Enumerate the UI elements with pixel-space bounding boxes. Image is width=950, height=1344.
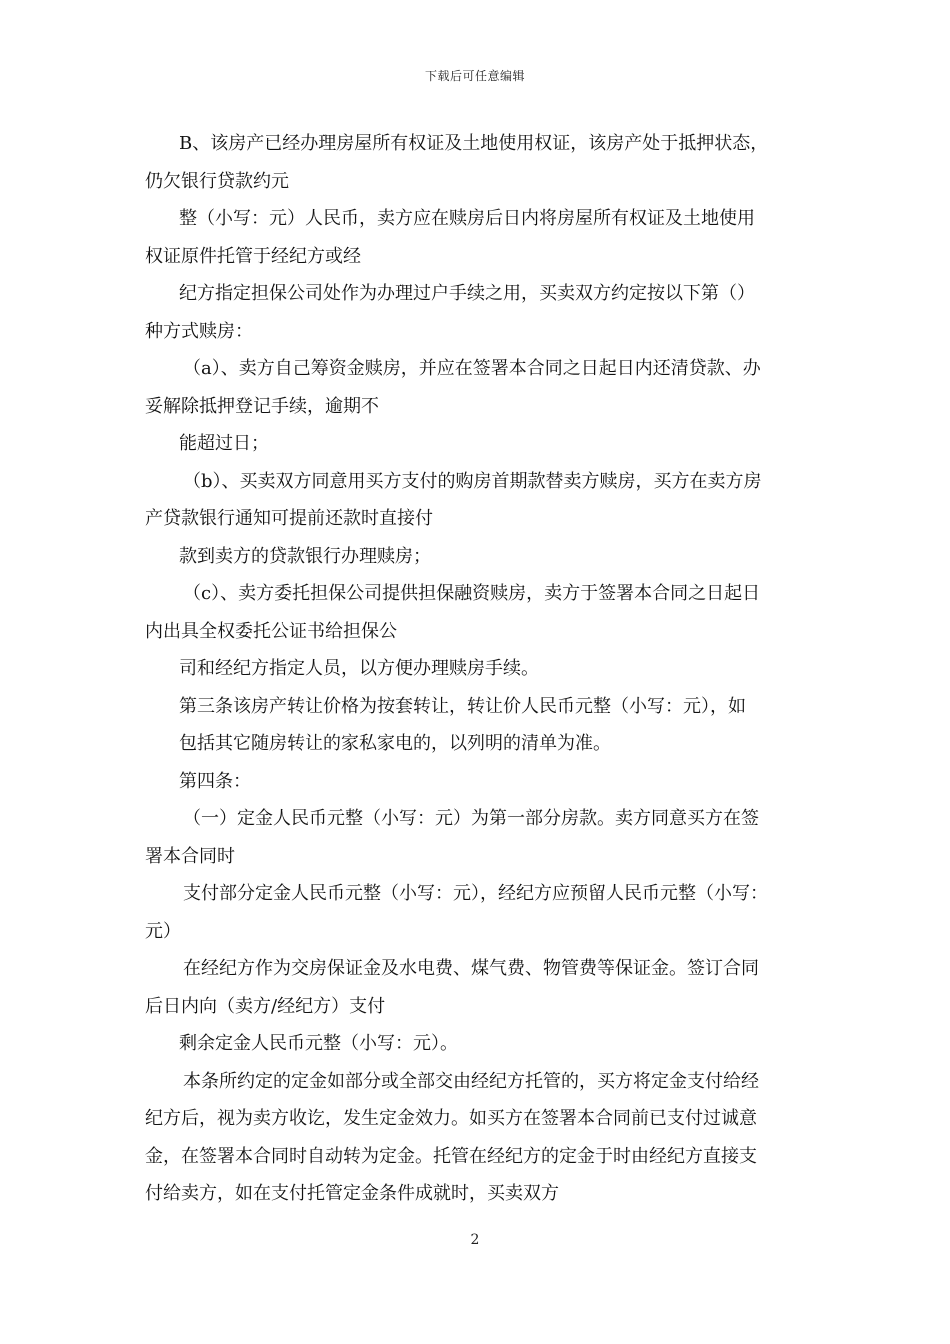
paragraph-line: （c）、卖方委托担保公司提供担保融资赎房，卖方于签署本合同之日起日	[183, 583, 761, 604]
page-header: 下载后可任意编辑	[424, 69, 525, 83]
paragraph-line: 款到卖方的贷款银行办理赎房；	[179, 545, 431, 567]
document-body	[145, 125, 810, 1213]
paragraph-line: 仍欠银行贷款约元	[145, 170, 289, 192]
paragraph-line: 包括其它随房转让的家私家电的，以列明的清单为准。	[179, 733, 611, 754]
paragraph-line: 金，在签署本合同时自动转为定金。托管在经纪方的定金于时由经纪方直接支	[145, 1145, 757, 1167]
page-number: 2	[470, 1232, 480, 1248]
paragraph-line: B、该房产已经办理房屋所有权证及土地使用权证，该房产处于抵押状态，	[179, 133, 769, 154]
paragraph-line: 支付部分定金人民币元整（小写：元），经纪方应预留人民币元整（小写：	[183, 883, 768, 904]
paragraph-line: （一）定金人民币元整（小写：元）为第一部分房款。卖方同意买方在签	[183, 808, 759, 829]
paragraph-line: 在经纪方作为交房保证金及水电费、煤气费、物管费等保证金。签订合同	[183, 958, 759, 979]
paragraph-line: （a）、卖方自己筹资金赎房，并应在签署本合同之日起日内还清贷款、办	[183, 358, 761, 379]
paragraph-line: 署本合同时	[145, 845, 235, 867]
paragraph-line: 纪方指定担保公司处作为办理过户手续之用，买卖双方约定按以下第（）	[179, 283, 755, 304]
paragraph-line: 本条所约定的定金如部分或全部交由经纪方托管的，买方将定金支付给经	[183, 1070, 759, 1092]
paragraph-line: 司和经纪方指定人员，以方便办理赎房手续。	[179, 658, 539, 679]
paragraph-line: 剩余定金人民币元整（小写：元）。	[179, 1033, 458, 1054]
paragraph-line: 种方式赎房：	[145, 320, 253, 342]
paragraph-line: 纪方后，视为卖方收讫，发生定金效力。如买方在签署本合同前已支付过诚意	[145, 1108, 757, 1129]
paragraph-line: 产贷款银行通知可提前还款时直接付	[145, 508, 433, 529]
paragraph-line: 元）	[145, 920, 181, 942]
paragraph-line: 第三条该房产转让价格为按套转让，转让价人民币元整（小写：元），如	[179, 695, 746, 717]
paragraph-line: 后日内向（卖方/经纪方）支付	[145, 995, 386, 1017]
paragraph-line: 能超过日；	[179, 433, 269, 454]
paragraph-line: 付给卖方，如在支付托管定金条件成就时，买卖双方	[145, 1183, 559, 1204]
paragraph-line: 第四条：	[179, 770, 251, 792]
paragraph-line: 整（小写：元）人民币，卖方应在赎房后日内将房屋所有权证及土地使用	[179, 208, 755, 229]
paragraph-line: 权证原件托管于经纪方或经	[145, 245, 361, 267]
paragraph-line: 妥解除抵押登记手续，逾期不	[145, 395, 379, 417]
paragraph-line: 内出具全权委托公证书给担保公	[145, 620, 397, 642]
paragraph-line: （b）、买卖双方同意用买方支付的购房首期款替卖方赎房，买方在卖方房	[183, 470, 762, 492]
